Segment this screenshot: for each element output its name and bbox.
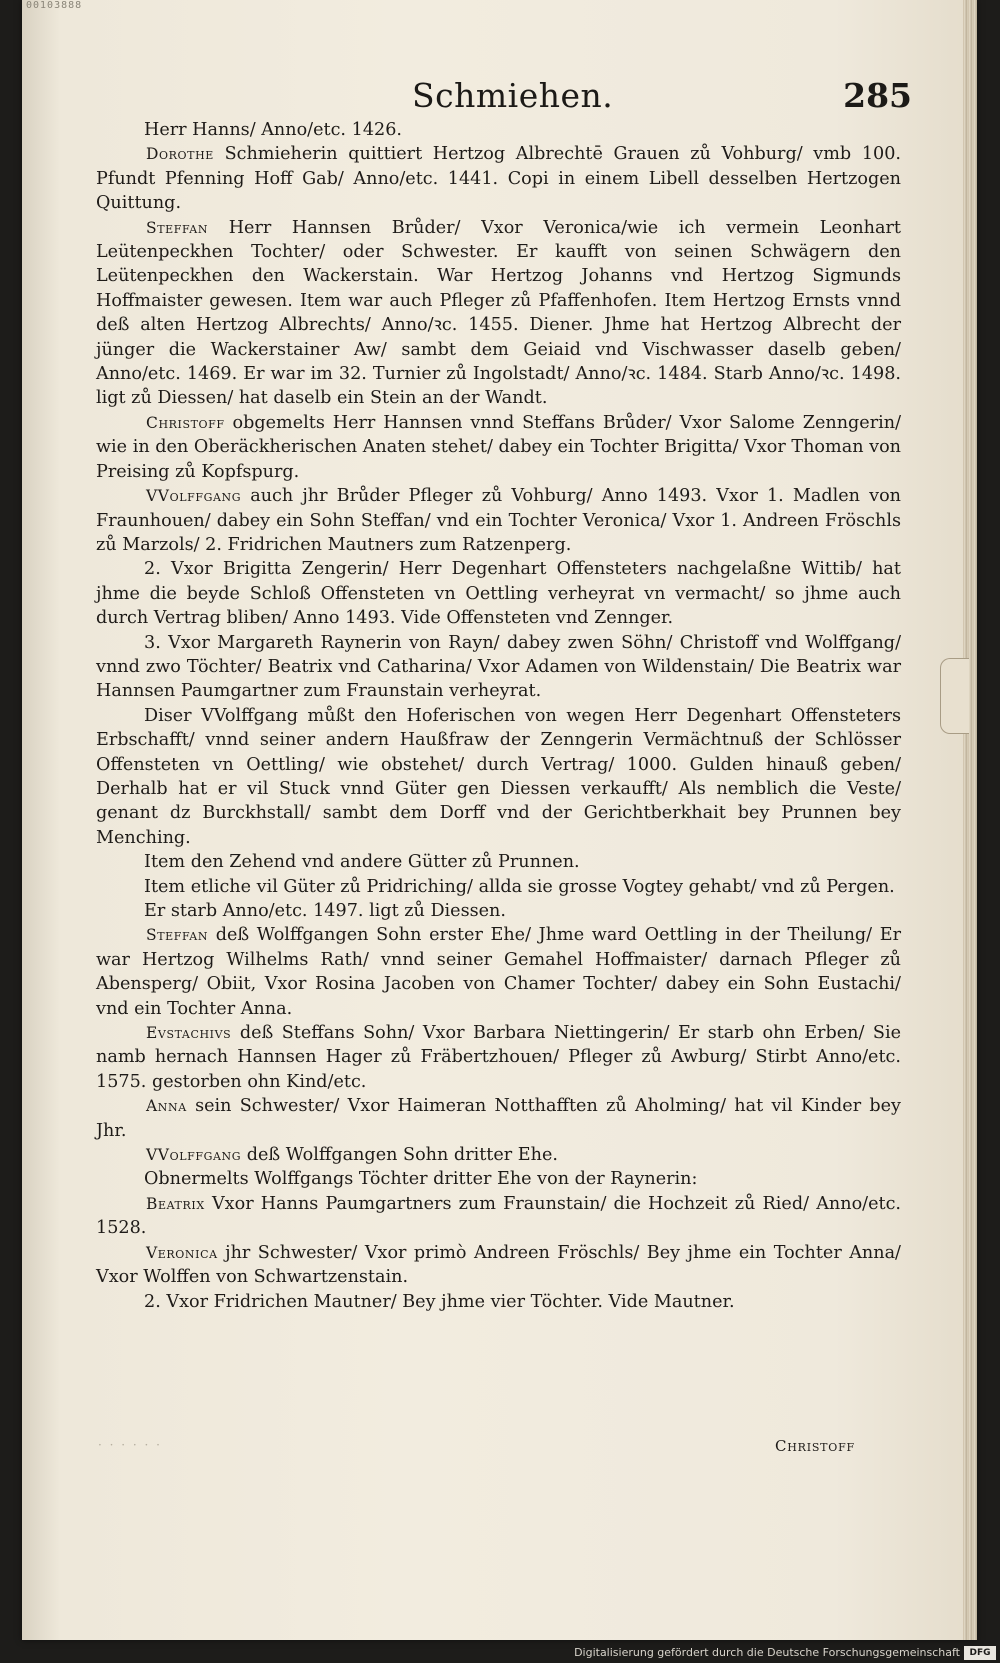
paragraph: Steffan deß Wolffgangen Sohn erster Ehe/ Jhme ward Oettling in der Theilung/ Er war Hertzog Wilhelms Rath/ vnnd seiner Gemahel Hoffmaister/ darnach Pfleger zů Abensperg/ Obiit, Vxor Rosina Jacoben von Chamer Tochter/ dabey ein Sohn Eustachi/ vnd ein Tochter Anna. — [96, 925, 902, 1019]
book-page — [22, 0, 977, 1640]
footer-credit: Digitalisierung gefördert durch die Deutsche Forschungsgemeinschaft — [574, 1646, 960, 1659]
paragraph: Veronica jhr Schwester/ Vxor primò Andreen Fröschls/ Bey jhme ein Tochter Anna/ Vxor Wolffen von Schwartzenstain. — [96, 1242, 901, 1288]
paragraph: VVolffgang deß Wolffgangen Sohn dritter Ehe. — [146, 1145, 558, 1166]
paragraph: Herr Hanns/ Anno/etc. 1426. — [144, 120, 402, 140]
paragraph: Christoff obgemelts Herr Hannsen vnnd Steffans Brůder/ Vxor Salome Zenngerin/ wie in den Oberäckherischen Anaten stehet/ dabey ein Tochter Brigitta/ Vxor Thoman von Preising zů Kopfspurg. — [96, 412, 901, 482]
scan-stamp: 00103888 — [26, 0, 83, 11]
paragraph: 2. Vxor Brigitta Zengerin/ Herr Degenhart Offensteters nachgelaßne Wittib/ hat jhme die beyde Schloß Offensteten vn Oettling verheyrat vn vermacht/ so jhme auch durch Vertrag bliben/ Anno 1493. Vide Offensteten vnd Zennger. — [96, 559, 901, 629]
paragraph: VVolffgang auch jhr Brůder Pfleger zů Vohburg/ Anno 1493. Vxor 1. Madlen von Fraunhouen/ dabey ein Sohn Steffan/ vnd ein Tochter Veronica/ Vxor 1. Andreen Fröschls zů Marzols/ 2. Fridrichen Mautners zum Ratzenperg. — [96, 486, 901, 555]
paragraph: Dorothe Schmieherin quittiert Hertzog Albrechtē Grauen zů Vohburg/ vmb 100. Pfundt Pfenning Hoff Gab/ Anno/etc. 1441. Copi in einem Libell desselben Hertzogen Quittung. — [96, 144, 902, 214]
faint-bleedthrough: · · · · · · — [98, 1438, 162, 1452]
paragraph: Evstachivs deß Steffans Sohn/ Vxor Barbara Niettingerin/ Er starb ohn Erben/ Sie namb hernach Hannsen Hager zů Fräbertzhouen/ Pfleger zů Awburg/ Stirbt Anno/etc. 1575. gestorben ohn Kind/etc. — [96, 1023, 901, 1092]
paragraph: Obnermelts Wolffgangs Töchter dritter Ehe von der Raynerin: — [144, 1169, 698, 1190]
paragraph: Er starb Anno/etc. 1497. ligt zů Diessen. — [144, 901, 506, 921]
paragraph: 2. Vxor Fridrichen Mautner/ Bey jhme vier Töchter. Vide Mautner. — [144, 1291, 735, 1312]
page-tab-marker — [940, 658, 969, 734]
paragraph: Item etliche vil Güter zů Pridriching/ allda sie grosse Vogtey gehabt/ vnd zů Pergen. — [144, 876, 895, 897]
paragraph: 3. Vxor Margareth Raynerin von Rayn/ dabey zwen Söhn/ Christoff vnd Wolffgang/ vnnd zwo Töchter/ Beatrix vnd Catharina/ Vxor Adamen von Wildenstain/ Die Beatrix war Hannsen Paumgartner zum Fraunstain verheyrat. — [96, 632, 901, 702]
paragraph: Anna sein Schwester/ Vxor Haimeran Notthafften zů Aholming/ hat vil Kinder bey Jhr. — [96, 1096, 901, 1141]
dfg-logo-icon: DFG — [964, 1646, 996, 1660]
page-edge — [963, 0, 977, 1640]
running-title: Schmiehen. — [412, 76, 614, 115]
digitization-footer — [0, 1644, 1000, 1663]
catchword: Christoff — [774, 1437, 855, 1455]
page-header — [102, 76, 912, 120]
paragraph: Steffan Herr Hannsen Brůder/ Vxor Veronica/wie ich vermein Leonhart Leütenpeckhen Tochter/ oder Schwester. Er kaufft von seinen Schwägern den Leütenpeckhen den Wackerstain. War Hertzog Johanns vnd Hertzog Sigmunds Hoffmaister gewesen. Item war auch Pfleger zů Pfaffenhofen. Item Hertzog Ernsts vnnd deß alten Hertzog Albrechts/ Anno/ꝛc. 1455. Diener. Jhme hat Hertzog Albrecht der jünger die Wackerstainer Aw/ sambt dem Geiaid vnd Vischwasser daselb geben/ Anno/etc. 1469. Er war im 32. Turnier zů Ingolstadt/ Anno/ꝛc. 1484. Starb Anno/ꝛc. 1498. ligt zů Diessen/ hat daselb ein Stein an der Wandt. — [96, 217, 901, 409]
body-text — [96, 118, 901, 1314]
page-number: 285 — [843, 76, 912, 115]
paragraph: Diser VVolffgang můßt den Hoferischen von wegen Herr Degenhart Offensteters Erbschafft/ vnnd seiner andern Haußfraw der Zenngerin Vermächtnuß der Schlösser Offensteten vn Oettling/ wie obstehet/ durch Vertrag/ 1000. Gulden hinauß geben/ Derhalb hat er vil Stuck vnnd Güter gen Diessen verkaufft/ Als nemblich die Veste/ genant dz Burckhstall/ sambt dem Dorff vnd der Gerichtberkhait bey Prunnen bey Menching. — [96, 705, 901, 848]
paragraph: Item den Zehend vnd andere Gütter zů Prunnen. — [144, 852, 580, 873]
paragraph: Beatrix Vxor Hanns Paumgartners zum Fraunstain/ die Hochzeit zů Ried/ Anno/etc. 1528. — [96, 1193, 902, 1239]
